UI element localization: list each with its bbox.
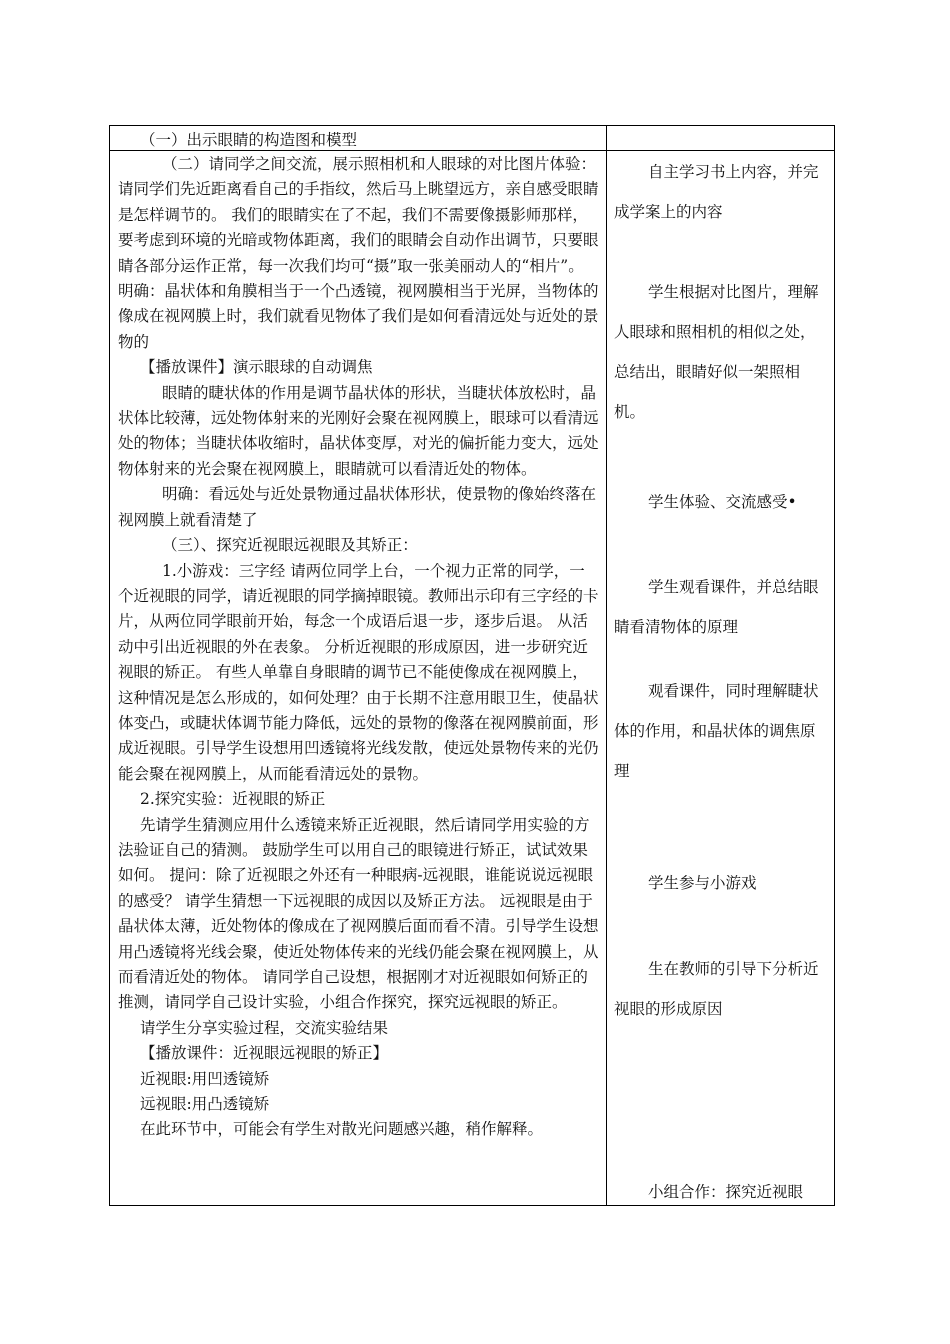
left-paragraph: （二）请同学之间交流，展示照相机和人眼球的对比图片体验：请同学们先近距离看自己的手指纹，然后马上眺望远方，亲自感受眼睛是怎样调节的。 我们的眼睛实在了不起，我们不需要像摄影师那样，要考虑到环境的光暗或物体距离，我们的眼睛会自动作出调节，只要眼睛各部分运作正常，每一次我们均可“摄”取一张美丽动人的“相片”。 明确：晶状体和角膜相当于一个凸透镜，视网膜相当于光屏，当物体的像成在视网膜上时，我们就看见物体了我们是如何看清远处与近处的景物的: [118, 155, 599, 351]
header-left-text: （一）出示眼睛的构造图和模型: [140, 131, 358, 149]
left-paragraph: 眼睛的睫状体的作用是调节晶状体的形状，当睫状体放松时，晶状体比较薄，远处物体射来的光刚好会聚在视网膜上，眼球可以看清远处的物体；当睫状体收缩时，晶状体变厚，对光的偏折能力变大，远处物体射来的光会聚在视网膜上，眼睛就可以看清近处的物体。: [118, 383, 599, 478]
student-activity-8: [614, 1172, 830, 1212]
student-activity-4: [614, 567, 830, 647]
left-paragraph: 明确：看远处与近处景物通过晶状体形状，使景物的像始终落在视网膜上就看清楚了: [118, 485, 597, 529]
right-paragraph: 学生观看课件，并总结眼睛看清物体的原理: [614, 578, 819, 636]
left-paragraph: 【播放课件】演示眼球的自动调焦: [140, 358, 373, 377]
right-paragraph: 学生参与小游戏: [648, 874, 757, 892]
left-paragraph: 近视眼:用凹透镜矫: [140, 1069, 270, 1088]
left-paragraph: 【播放课件：近视眼远视眼的矫正】: [140, 1044, 389, 1063]
header-left-cell: [118, 128, 600, 153]
left-paragraph: 在此环节中，可能会有学生对散光问题感兴趣，稍作解释。: [140, 1120, 544, 1139]
right-paragraph: 生在教师的引导下分析近视眼的形成原因: [614, 960, 819, 1018]
student-activity-7: [614, 949, 830, 1029]
left-paragraph: 1.小游戏：三字经 请两位同学上台，一个视力正常的同学，一个近视眼的同学，请近视眼的同学摘掉眼镜。教师出示印有三字经的卡片，从两位同学眼前开始，每念一个成语后退一步，逐步后退。 从活动中引出近视眼的外在表象。 分析近视眼的形成原因，进一步研究近视眼的矫正。 有些人单靠自身眼睛的调节已不能使像成在视网膜上，这种情况是怎么形成的，如何处理？由于长期不注意用眼卫生，使晶状体变凸，或睫状体调节能力降低，远处的景物的像落在视网膜前面，形成近视眼。引导学生设想用凹透镜将光线发散，使远处景物传来的光仍能会聚在视网膜上，从而能看清远处的景物。: [118, 561, 599, 783]
student-activity-6: [614, 863, 830, 903]
left-paragraph: 2.探究实验：近视眼的矫正: [140, 790, 326, 809]
student-activity-1: [614, 152, 830, 232]
right-paragraph: 学生根据对比图片，理解人眼球和照相机的相似之处，总结出，眼睛好似一架照相机。: [614, 283, 819, 421]
right-paragraph: 学生体验、交流感受•: [648, 493, 797, 511]
lesson-table: [109, 125, 835, 1206]
teacher-activity-column: [118, 152, 600, 1143]
left-paragraph: 请学生分享实验过程，交流实验结果: [140, 1018, 389, 1037]
student-activity-3: [614, 482, 830, 522]
left-paragraph: （三）、探究近视眼远视眼及其矫正：: [162, 536, 418, 555]
student-activity-5: [614, 671, 830, 791]
student-activity-2: [614, 272, 830, 432]
left-paragraph: 先请学生猜测应用什么透镜来矫正近视眼，然后请同学用实验的方法验证自己的猜测。 鼓励学生可以用自己的眼镜进行矫正，试试效果如何。 提问：除了近视眼之外还有一种眼病-远视眼，谁能说说远视眼的感受？ 请学生猜想一下远视眼的成因以及矫正方法。 远视眼是由于晶状体太薄，近处物体的像成在了视网膜后面而看不清。引导学生设想用凸透镜将光线会聚，使近处物体传来的光线仍能会聚在视网膜上，从而看清近处的物体。 请同学自己设想，根据刚才对近视眼如何矫正的推测，请同学自己设计实验，小组合作探究，探究远视眼的矫正。: [118, 815, 599, 1012]
right-paragraph: 小组合作：探究近视眼: [648, 1183, 804, 1201]
left-paragraph: 远视眼:用凸透镜矫: [140, 1095, 270, 1114]
right-paragraph: 观看课件，同时理解睫状体的作用，和晶状体的调焦原理: [614, 682, 819, 780]
right-paragraph: 自主学习书上内容，并完成学案上的内容: [614, 163, 819, 221]
column-divider: [606, 126, 607, 1205]
